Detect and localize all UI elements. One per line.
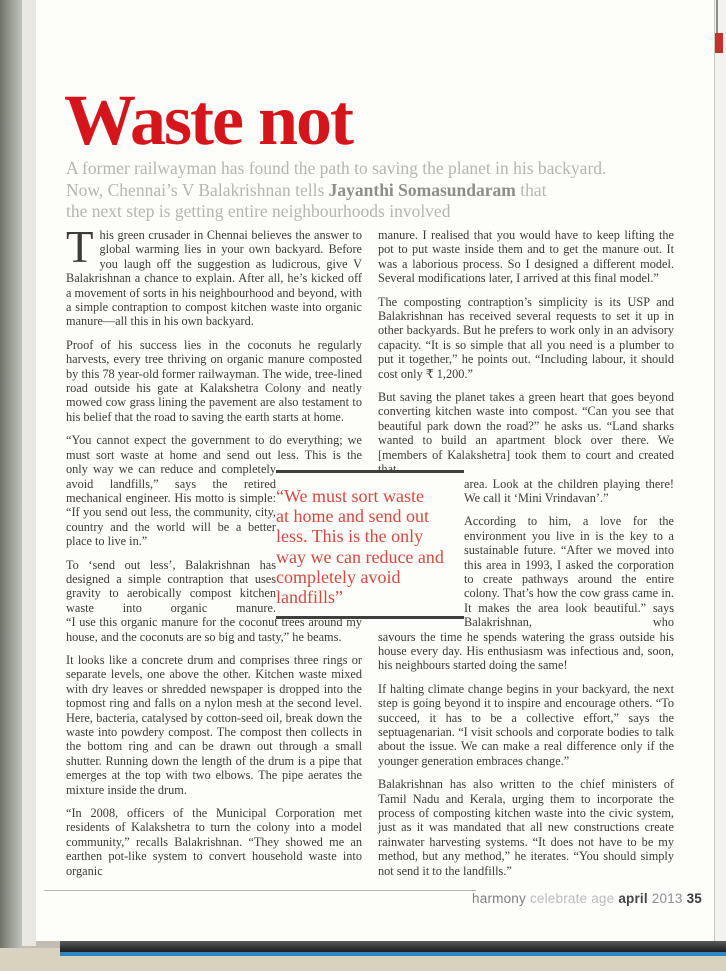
paragraph-right-4-narrow: According to him, a love for the environment you live in is the key to a sustainable future. “After we moved into this area in 1993, I asked the corporation to create pathways around the entire colony. That’s how the cow grass came in. It makes the area look beautiful.” says Balakrishnan, who: [464, 514, 674, 630]
article-title: Waste not: [64, 80, 352, 160]
paragraph-right-3-narrow: area. Look at the children playing there! We call it ‘Mini Vrindavan’.”: [464, 476, 674, 505]
magazine-tagline: celebrate age: [529, 891, 615, 906]
red-bookmark-tab: [714, 33, 723, 53]
article-standfirst: [66, 158, 686, 223]
scan-right-edge: [715, 0, 726, 941]
pull-quote-line: less. This is the only: [276, 526, 424, 547]
page-right-edge-line: [716, 0, 718, 34]
magazine-name: harmony: [472, 891, 526, 906]
pull-quote-line: completely avoid landfills”: [276, 566, 401, 608]
paragraph-left-1: This green crusader in Chennai believes the answer to global warming lies in your own backyard. Before you laugh off the suggestion as ludicrous, give V Balakrishnan a chance to explain. After all, he’s kicked off a movement of sorts in his neighbourhood and beyond, with a simple contraption to compost kitchen waste into organic manure—all this in his own backyard.: [66, 222, 362, 329]
paragraph-left-4-narrow: To ‘send out less’, Balakrishnan has designed a simple contraption that uses gravity to aerobically compost kitchen waste into organic manure.: [66, 557, 276, 615]
paragraph-right-6: Balakrishnan has also written to the chief ministers of Tamil Nadu and Kerala, urging them to incorporate the process of composting kitchen waste into the civic system, just as it was mandated that all new constructions create rainwater harvesting systems. “It does not have to be my method, but any method,” he iterates. “You should simply not send it to the landfills.”: [378, 777, 674, 878]
paragraph-right-2: The composting contraption’s simplicity is its USP and Balakrishnan has received several requests to set it up in other backyards. But he prefers to work only in an advisory capacity. “It is so simple that all you need is a plumber to put it together,” he points out. “Including labour, it should cost only ₹ 1,200.”: [378, 294, 674, 381]
page-bottom-blue-edge: [60, 952, 726, 956]
paragraph-left-3-wide: “You cannot expect the government to do everything; we must sort waste at home and send out less. This is the: [66, 433, 362, 462]
pull-quote-line: at home and send out: [276, 506, 429, 527]
page-left-edge-strip: [22, 0, 36, 946]
paragraph-right-5: If halting climate change begins in your backyard, the next step is going beyond it to inspire and encourage others. “To succeed, it has to be a collective effort,” says the septuagenarian. “I visit schools and corporate bodies to talk about the issue. We can make a real difference only if the younger generation embraces change.”: [378, 681, 674, 768]
pull-quote-line: “We must sort waste: [276, 486, 425, 506]
pull-quote-line: way we can reduce and: [276, 546, 444, 567]
scan-left-edge: [0, 0, 22, 950]
paragraph-left-4-wide: “I use this organic manure for the coconut trees around my house, and the coconuts are so big and tasty,” he beams.: [66, 615, 362, 644]
pull-quote: [276, 470, 464, 619]
page-number: 35: [686, 891, 702, 906]
standfirst-line-2: Now, Chennai’s V Balakrishnan tells Jayanthi Somasundaram that: [66, 179, 547, 200]
paragraph-left-2: Proof of his success lies in the coconuts he regularly harvests, every tree thriving on organic manure composted by this 78 year-old former railwayman. The wide, tree-lined road outside his gate at Kalakshetra Colony and neatly mowed cow grass lining the pavement are also testament to his belief that the road to saving the earth starts at home.: [66, 337, 362, 424]
paragraph-left-5: It looks like a concrete drum and comprises three rings or separate levels, one above the other. Kitchen waste mixed with dry leaves or shredded newspaper is dropped into the topmost ring and falls on a nylon mesh at the second level. Here, bacteria, catalysed by cotton-seed oil, break down the waste into powdery compost. The compost then collects in the bottom ring and can be drawn out through a small shutter. Running down the length of the drum is a pipe that emerges at the top with two elbows. The pipe aerates the mixture inside the drum.: [66, 652, 362, 797]
page-footer: [376, 891, 702, 906]
paragraph-left-3-narrow: only way we can reduce and completely avoid landfills,” says the retired mechanical engineer. His motto is simple: “If you send out less, the community, city, country and the world will be a better place to live in.”: [66, 462, 276, 549]
paragraph-right-3-wide: But saving the planet takes a green heart that goes beyond converting kitchen waste into compost. “Can you see that beautiful park down the road?” he asks us. “Land sharks wanted to build an apartment block over there. We [members of Kalakshetra] took them to court and created that: [378, 390, 674, 477]
paragraph-left-6: “In 2008, officers of the Municipal Corporation met residents of Kalakshetra to turn the colony into a model community,” recalls Balakrishnan. “They showed me an earthen pot-like system to convert household waste into organic: [66, 806, 362, 878]
magazine-page: [36, 0, 715, 941]
standfirst-line-3: the next step is getting entire neighbourhoods involved: [66, 201, 451, 221]
page-bottom-shadow: [60, 941, 726, 952]
author-name: Jayanthi Somasundaram: [328, 179, 516, 200]
paragraph-right-4-wide: savours the time he spends watering the grass outside his house every day. His enthusiasm was infectious and, soon, his neighbours started doing the same!: [378, 629, 674, 673]
standfirst-line-1: A former railwayman has found the path to saving the planet in his backyard.: [66, 158, 607, 178]
issue-month: april: [618, 891, 648, 906]
issue-year: 2013: [651, 891, 683, 906]
drop-cap: T: [66, 222, 94, 272]
paragraph-right-1: manure. I realised that you would have to keep lifting the pot to put waste inside them and to get the manure out. It was a laborious process. So I designed a different model. Several modifications later, I arrived at this final model.”: [378, 228, 674, 286]
